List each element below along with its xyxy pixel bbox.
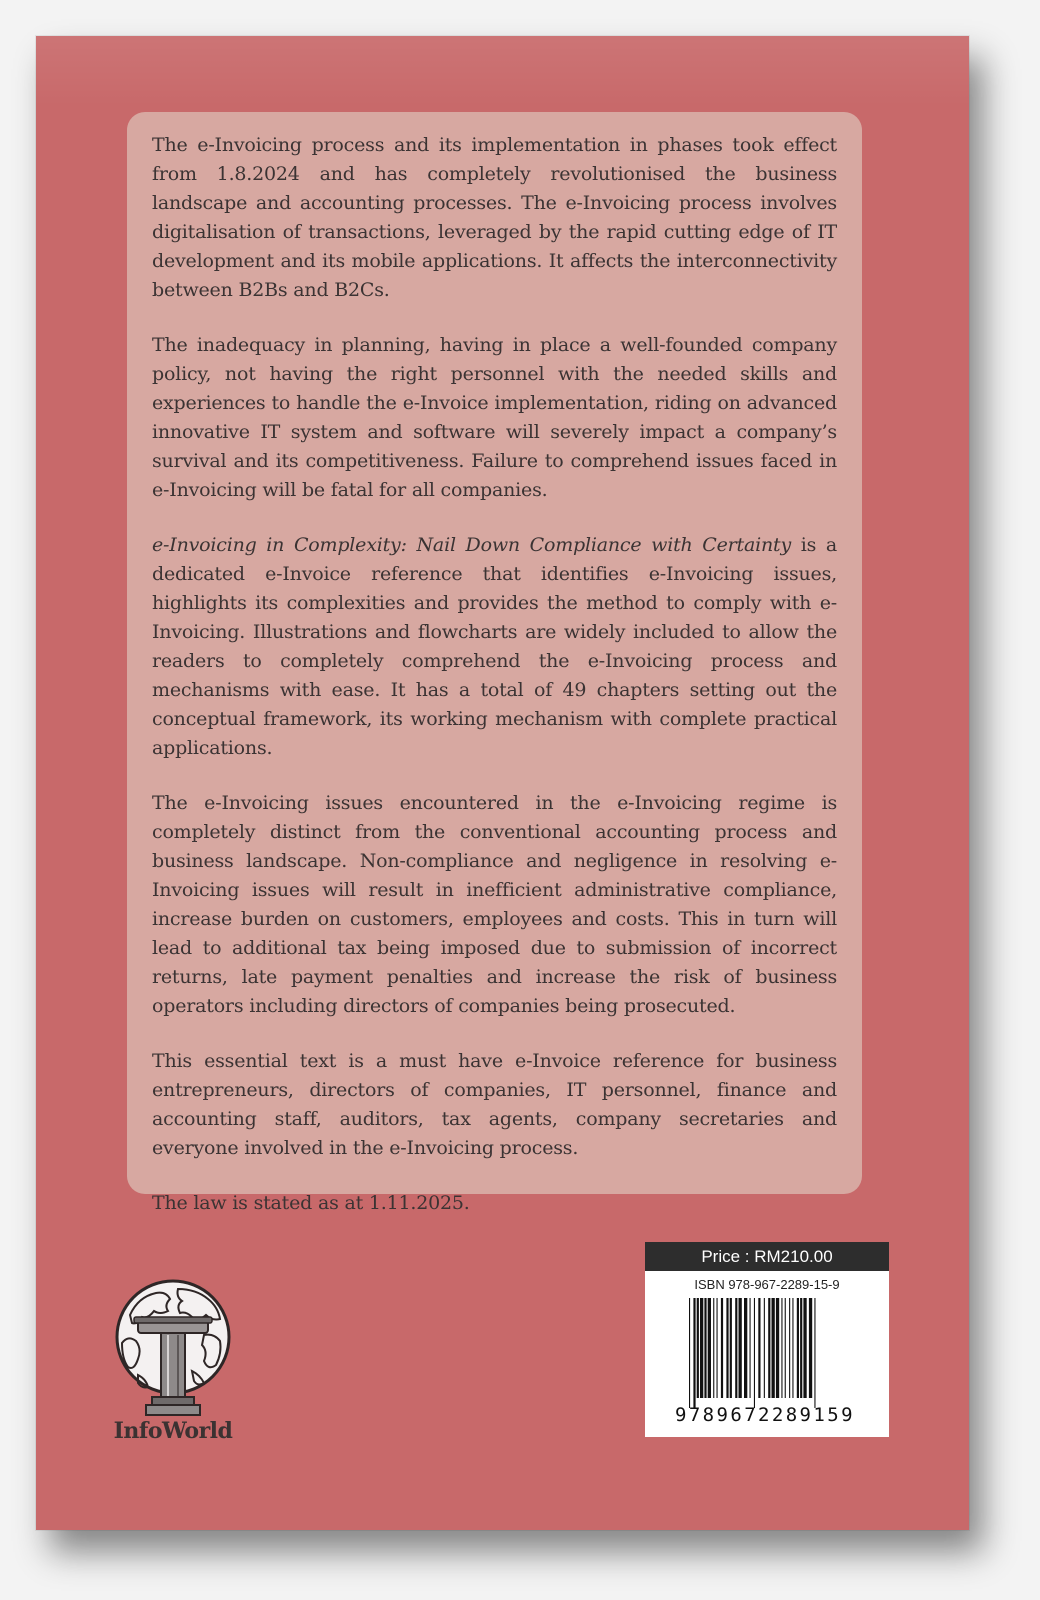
price-tag: Price : RM210.00 xyxy=(645,1242,889,1271)
isbn-number: ISBN 978-967-2289-15-9 xyxy=(694,1277,840,1292)
blurb-paragraph-2: The inadequacy in planning, having in place a well-founded company policy, not having the right personnel with the needed skills and experiences to handle the e-Invoice implementation, riding on advanced innovative IT system and software will severely impact a company’s survival and its competitiveness. Failure to comprehend issues faced in e-Invoicing will be fatal for all companies. xyxy=(152,334,837,501)
publisher-logo xyxy=(108,1275,238,1455)
barcode-label xyxy=(645,1242,889,1437)
blurb-paragraph-4: The e-Invoicing issues encountered in the e-Invoicing regime is completely distinct from the conventional accounting process and business landscape. Non-compliance and negligence in resolving e-Invoicing issues will result in inefficient administrative compliance, increase burden on customers, employees and costs. This in turn will lead to additional tax being imposed due to submission of incorrect returns, late payment penalties and increase the risk of business operators including directors of companies being prosecuted. xyxy=(152,792,837,1017)
blurb-paragraph-1: The e-Invoicing process and its implementation in phases took effect from 1.8.2024 and has completely revolutionised the business landscape and accounting processes. The e-Invoicing process involves digitalisation of transactions, leveraged by the rapid cutting edge of IT development and its mobile applications. It affects the interconnectivity between B2Bs and B2Cs. xyxy=(152,134,837,301)
blurb-paragraph-3-text: is a dedicated e-Invoice reference that identifies e-Invoicing issues, highlights its complexities and provides the method to comply with e-Invoicing. Illustrations and flowcharts are widely included to allow the readers to completely comprehend the e-Invoicing process and mechanisms with ease. It has a total of 49 chapters setting out the conceptual framework, its working mechanism with complete practical applications. xyxy=(152,534,837,759)
barcode-bars xyxy=(689,1298,859,1408)
globe-pillar-icon xyxy=(108,1275,238,1420)
blurb-paragraph-5: This essential text is a must have e-Invoice reference for business entrepreneurs, directors of companies, IT personnel, finance and accounting staff, auditors, tax agents, company secretaries and everyone involved in the e-Invoicing process. xyxy=(152,1050,837,1159)
blurb-panel xyxy=(127,112,862,1214)
blurb-paragraph-3 xyxy=(152,531,837,763)
publisher-name: InfoWorld xyxy=(113,1418,233,1444)
barcode-digits: 9789672289159 xyxy=(675,1404,855,1426)
law-date-statement: The law is stated as at 1.11.2025. xyxy=(152,1192,470,1214)
book-title-italic: e-Invoicing in Complexity: Nail Down Compliance with Certainty xyxy=(152,534,791,556)
book-back-cover xyxy=(36,36,969,1530)
